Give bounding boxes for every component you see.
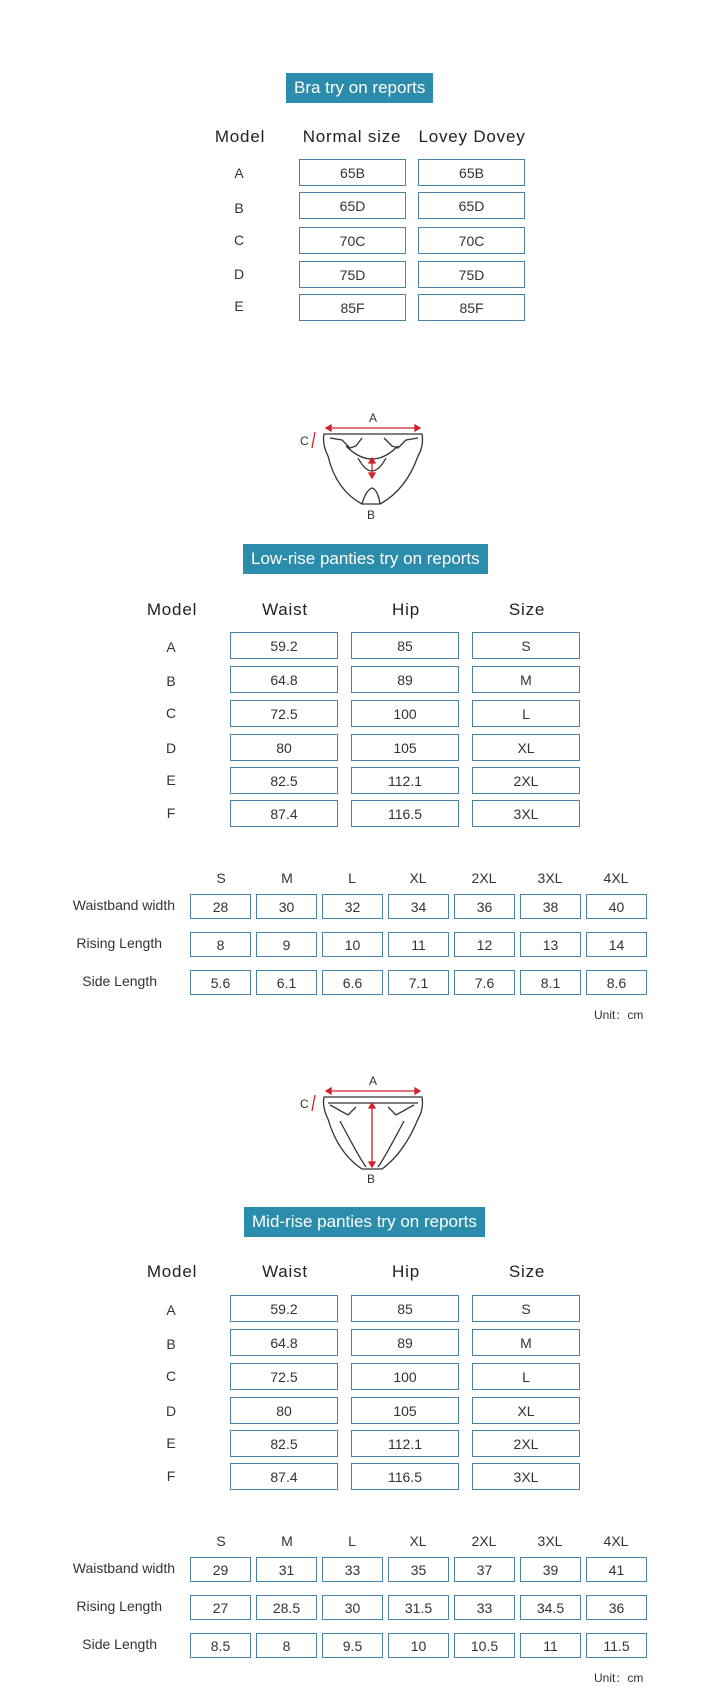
size-column-header: L	[348, 870, 356, 886]
size-chart-cell: 33	[322, 1557, 383, 1582]
low-rise-waist-cell: 80	[230, 734, 338, 761]
side-length-label: Side Length	[82, 1636, 157, 1652]
diagram-label-b: B	[367, 508, 376, 522]
bra-model-label: C	[233, 232, 245, 248]
bra-header-normal-size: Normal size	[302, 127, 402, 146]
panty-outline	[324, 434, 423, 504]
low-rise-hip-cell: 116.5	[351, 800, 459, 827]
size-chart-cell: 10.5	[454, 1633, 515, 1658]
mid-rise-header-size: Size	[508, 1262, 546, 1281]
waistband-width-label: Waistband width	[72, 897, 175, 913]
mid-rise-header-waist: Waist	[262, 1262, 308, 1281]
measure-b-arrow-top	[369, 1103, 375, 1108]
measure-c-line	[312, 1095, 315, 1111]
size-chart-cell: 10	[322, 932, 383, 957]
bra-normal-cell: 70C	[299, 227, 406, 254]
size-chart-cell: 36	[586, 1595, 647, 1620]
size-chart-cell: 11	[388, 932, 449, 957]
low-rise-waist-cell: 72.5	[230, 700, 338, 727]
size-chart-cell: 6.6	[322, 970, 383, 995]
size-column-header: 4XL	[603, 1533, 629, 1549]
side-length-label: Side Length	[82, 973, 157, 989]
size-chart-cell: 10	[388, 1633, 449, 1658]
diagram-label-c: C	[300, 434, 309, 448]
mid-rise-size-cell: 2XL	[472, 1430, 580, 1457]
size-chart-cell: 5.6	[190, 970, 251, 995]
size-chart-cell: 11	[520, 1633, 581, 1658]
rising-length-label: Rising Length	[76, 935, 162, 951]
low-rise-header-size: Size	[508, 600, 546, 619]
low-rise-size-cell: L	[472, 700, 580, 727]
low-rise-model-label: B	[166, 673, 176, 689]
size-column-header: 3XL	[537, 870, 563, 886]
size-chart-cell: 8.1	[520, 970, 581, 995]
bra-model-label: B	[234, 200, 244, 216]
bra-model-label: E	[234, 298, 244, 314]
low-rise-hip-cell: 85	[351, 632, 459, 659]
diagram-label-b: B	[367, 1172, 376, 1185]
size-chart-cell: 32	[322, 894, 383, 919]
low-rise-size-cell: 3XL	[472, 800, 580, 827]
bra-lovey-cell: 75D	[418, 261, 525, 288]
size-chart-cell: 28.5	[256, 1595, 317, 1620]
low-rise-size-cell: M	[472, 666, 580, 693]
size-chart-cell: 31.5	[388, 1595, 449, 1620]
mid-rise-model-label: F	[166, 1468, 176, 1484]
low-rise-panty-diagram	[300, 412, 440, 522]
bra-normal-cell: 65D	[299, 192, 406, 219]
size-chart-cell: 37	[454, 1557, 515, 1582]
low-rise-hip-cell: 105	[351, 734, 459, 761]
size-chart-cell: 8	[256, 1633, 317, 1658]
low-rise-header-waist: Waist	[262, 600, 308, 619]
low-rise-header-hip: Hip	[392, 600, 420, 619]
size-column-header: XL	[409, 870, 427, 886]
size-chart-cell: 12	[454, 932, 515, 957]
size-chart-cell: 9	[256, 932, 317, 957]
size-chart-cell: 29	[190, 1557, 251, 1582]
size-chart-cell: 6.1	[256, 970, 317, 995]
size-chart-cell: 7.6	[454, 970, 515, 995]
size-column-header: L	[348, 1533, 356, 1549]
mid-rise-size-cell: M	[472, 1329, 580, 1356]
mid-rise-size-cell: 3XL	[472, 1463, 580, 1490]
size-column-header: 4XL	[603, 870, 629, 886]
mid-rise-model-label: E	[166, 1435, 176, 1451]
diagram-label-c: C	[300, 1097, 309, 1111]
bra-model-label: A	[234, 165, 244, 181]
panty-gusset	[362, 488, 380, 504]
size-chart-cell: 7.1	[388, 970, 449, 995]
size-chart-cell: 35	[388, 1557, 449, 1582]
bra-normal-cell: 85F	[299, 294, 406, 321]
mid-rise-model-label: A	[166, 1302, 176, 1318]
size-column-header: 3XL	[537, 1533, 563, 1549]
size-chart-cell: 33	[454, 1595, 515, 1620]
bra-lovey-cell: 70C	[418, 227, 525, 254]
size-chart-cell: 34.5	[520, 1595, 581, 1620]
size-chart-cell: 27	[190, 1595, 251, 1620]
bra-normal-cell: 75D	[299, 261, 406, 288]
size-chart-cell: 8.5	[190, 1633, 251, 1658]
size-chart-cell: 38	[520, 894, 581, 919]
diagram-label-a: A	[369, 1075, 378, 1088]
low-rise-model-label: C	[165, 705, 177, 721]
low-rise-section-title: Low-rise panties try on reports	[243, 544, 488, 574]
low-rise-waist-cell: 59.2	[230, 632, 338, 659]
low-rise-size-cell: 2XL	[472, 767, 580, 794]
mid-rise-panty-diagram	[300, 1075, 440, 1185]
mid-rise-header-model: Model	[146, 1262, 198, 1281]
mid-rise-hip-cell: 112.1	[351, 1430, 459, 1457]
low-rise-model-label: E	[166, 772, 176, 788]
size-chart-cell: 31	[256, 1557, 317, 1582]
mid-rise-model-label: C	[165, 1368, 177, 1384]
measure-a-arrow-left	[326, 425, 331, 431]
low-rise-waist-cell: 64.8	[230, 666, 338, 693]
mid-rise-section-title: Mid-rise panties try on reports	[244, 1207, 485, 1237]
low-rise-waist-cell: 87.4	[230, 800, 338, 827]
low-rise-model-label: D	[165, 740, 177, 756]
size-chart-cell: 8.6	[586, 970, 647, 995]
low-rise-waist-cell: 82.5	[230, 767, 338, 794]
size-column-header: S	[216, 870, 226, 886]
low-rise-hip-cell: 89	[351, 666, 459, 693]
low-rise-size-cell: XL	[472, 734, 580, 761]
measure-b-arrow-bottom	[369, 1162, 375, 1167]
bra-header-lovey-dovey: Lovey Dovey	[418, 127, 526, 146]
mid-rise-waist-cell: 72.5	[230, 1363, 338, 1390]
measure-b-arrow-bottom	[369, 473, 375, 478]
size-chart-cell: 28	[190, 894, 251, 919]
low-rise-hip-cell: 100	[351, 700, 459, 727]
measure-a-arrow-left	[326, 1088, 331, 1094]
mid-rise-waist-cell: 59.2	[230, 1295, 338, 1322]
size-column-header: M	[281, 1533, 293, 1549]
mid-rise-size-cell: L	[472, 1363, 580, 1390]
low-rise-header-model: Model	[146, 600, 198, 619]
measure-a-arrow-right	[415, 1088, 420, 1094]
low-rise-model-label: F	[166, 805, 176, 821]
measure-c-line	[312, 432, 315, 448]
mid-rise-hip-cell: 89	[351, 1329, 459, 1356]
size-chart-cell: 9.5	[322, 1633, 383, 1658]
size-chart-cell: 41	[586, 1557, 647, 1582]
size-chart-cell: 30	[256, 894, 317, 919]
size-column-header: 2XL	[471, 870, 497, 886]
size-chart-cell: 39	[520, 1557, 581, 1582]
bra-header-model: Model	[214, 127, 266, 146]
low-rise-size-cell: S	[472, 632, 580, 659]
mid-rise-waist-cell: 87.4	[230, 1463, 338, 1490]
mid-rise-hip-cell: 100	[351, 1363, 459, 1390]
mid-rise-waist-cell: 82.5	[230, 1430, 338, 1457]
mid-rise-waist-cell: 64.8	[230, 1329, 338, 1356]
bra-lovey-cell: 65B	[418, 159, 525, 186]
size-chart-cell: 11.5	[586, 1633, 647, 1658]
unit-label: Unit：cm	[594, 1008, 644, 1022]
bra-model-label: D	[233, 266, 245, 282]
mid-rise-hip-cell: 105	[351, 1397, 459, 1424]
low-rise-model-label: A	[166, 639, 176, 655]
bra-section-title: Bra try on reports	[286, 73, 433, 103]
bra-normal-cell: 65B	[299, 159, 406, 186]
size-chart-cell: 8	[190, 932, 251, 957]
mid-rise-size-cell: S	[472, 1295, 580, 1322]
diagram-label-a: A	[369, 412, 378, 425]
measure-a-arrow-right	[415, 425, 420, 431]
unit-label: Unit：cm	[594, 1671, 644, 1685]
mid-rise-model-label: D	[165, 1403, 177, 1419]
size-chart-cell: 36	[454, 894, 515, 919]
waistband-width-label: Waistband width	[72, 1560, 175, 1576]
bra-lovey-cell: 85F	[418, 294, 525, 321]
size-chart-cell: 13	[520, 932, 581, 957]
low-rise-hip-cell: 112.1	[351, 767, 459, 794]
size-chart-cell: 40	[586, 894, 647, 919]
bra-lovey-cell: 65D	[418, 192, 525, 219]
panty-lace-trim	[330, 438, 418, 448]
size-chart-cell: 30	[322, 1595, 383, 1620]
mid-rise-header-hip: Hip	[392, 1262, 420, 1281]
mid-rise-waist-cell: 80	[230, 1397, 338, 1424]
mid-rise-hip-cell: 85	[351, 1295, 459, 1322]
size-column-header: M	[281, 870, 293, 886]
size-column-header: XL	[409, 1533, 427, 1549]
mid-rise-model-label: B	[166, 1336, 176, 1352]
size-column-header: S	[216, 1533, 226, 1549]
size-chart-cell: 34	[388, 894, 449, 919]
size-column-header: 2XL	[471, 1533, 497, 1549]
mid-rise-hip-cell: 116.5	[351, 1463, 459, 1490]
size-chart-cell: 14	[586, 932, 647, 957]
mid-rise-size-cell: XL	[472, 1397, 580, 1424]
rising-length-label: Rising Length	[76, 1598, 162, 1614]
